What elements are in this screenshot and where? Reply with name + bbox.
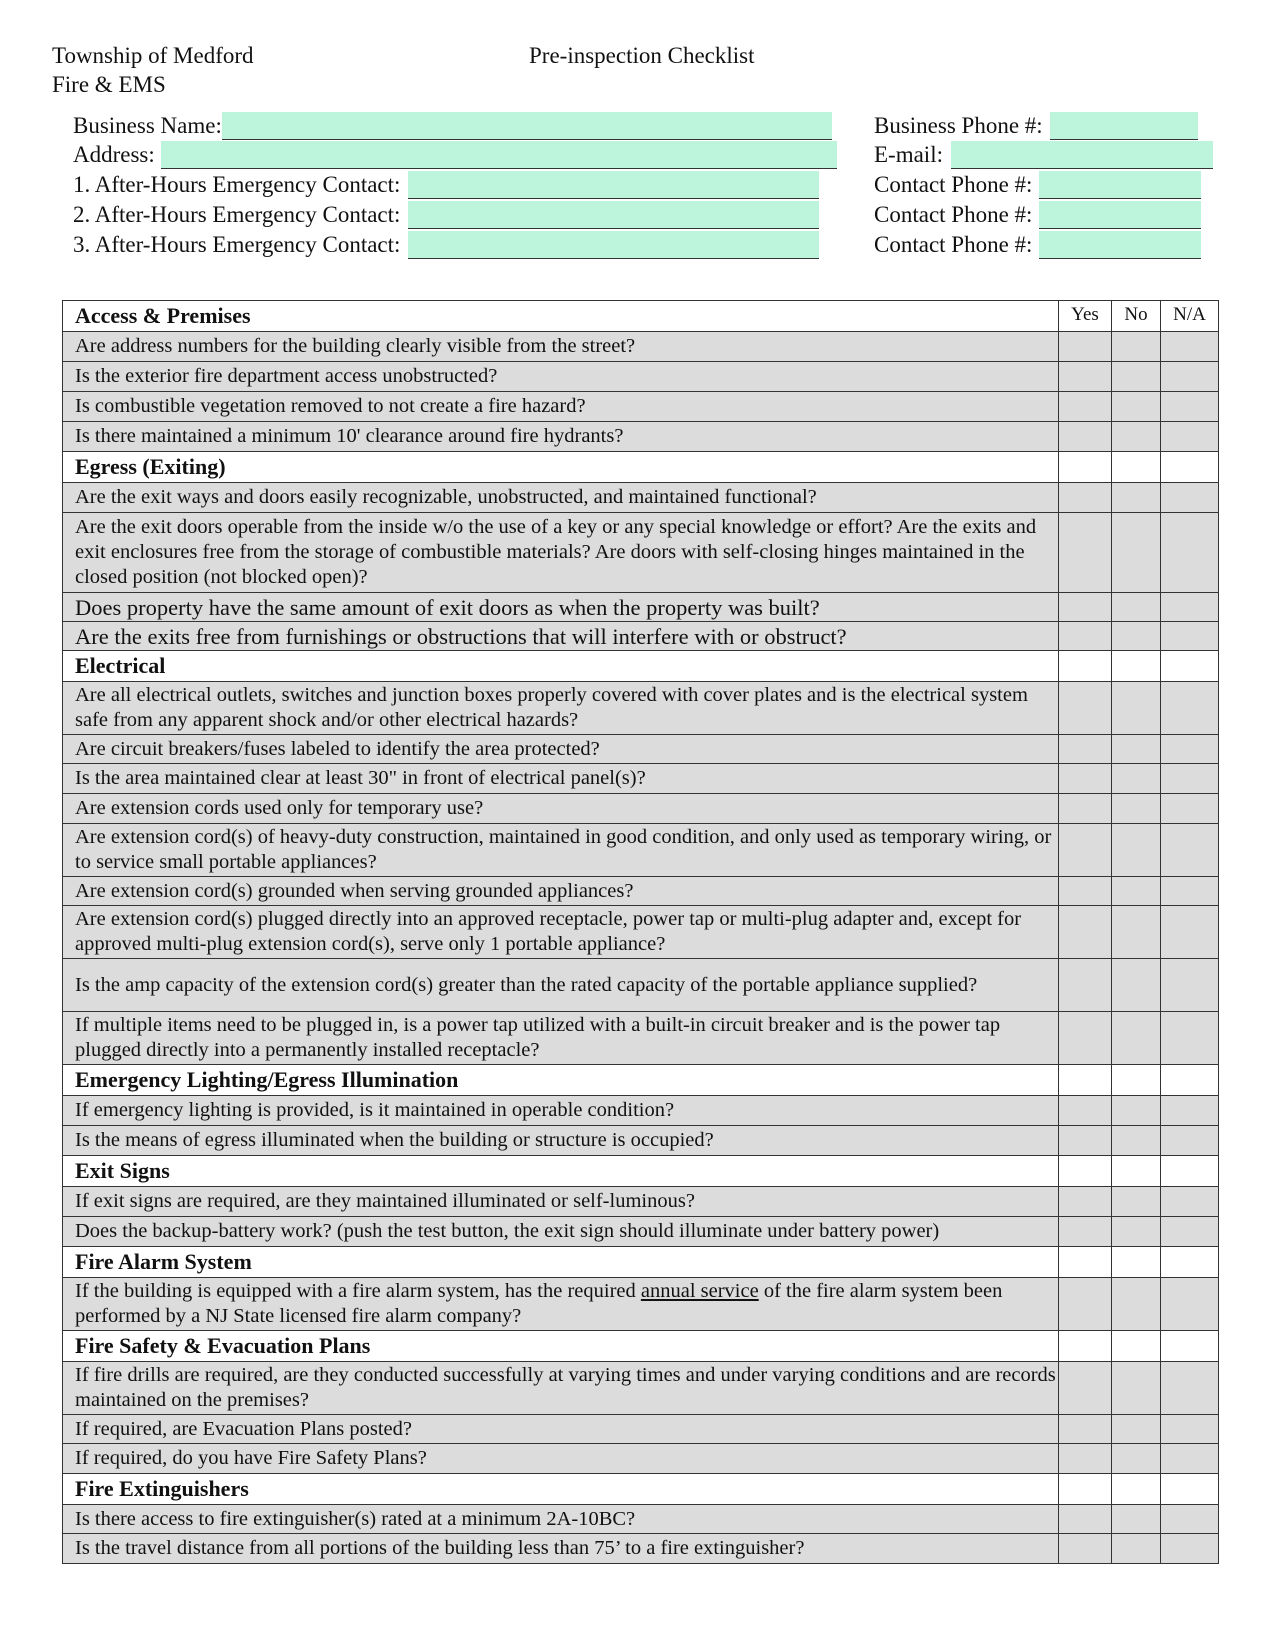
section-header-row: [63, 1247, 1219, 1278]
na-cell: [1161, 651, 1219, 682]
na-checkbox[interactable]: [1161, 392, 1219, 422]
yes-cell: [1059, 1156, 1112, 1187]
na-checkbox[interactable]: [1161, 1362, 1219, 1415]
no-checkbox[interactable]: [1112, 764, 1161, 794]
contact-2-row: [73, 199, 819, 229]
na-checkbox[interactable]: [1161, 513, 1219, 593]
no-checkbox[interactable]: [1112, 735, 1161, 764]
address-row: [73, 139, 837, 169]
contact-phone-1-row: [874, 169, 1201, 199]
checklist-body: [63, 301, 1219, 1564]
no-checkbox[interactable]: [1112, 906, 1161, 959]
contact-phone-1-field[interactable]: [1039, 171, 1201, 199]
email-label: E-mail:: [874, 142, 943, 167]
question-row: [63, 735, 1219, 764]
no-checkbox[interactable]: [1112, 794, 1161, 824]
question-text: Is the travel distance from all portions of the building less than 75’ to a fire extinguisher?: [63, 1534, 1059, 1564]
yes-checkbox[interactable]: [1059, 483, 1112, 513]
question-row: [63, 622, 1219, 651]
yes-checkbox[interactable]: [1059, 1096, 1112, 1126]
na-checkbox[interactable]: [1161, 794, 1219, 824]
contact-1-label: 1. After-Hours Emergency Contact:: [73, 172, 401, 197]
question-text: If required, do you have Fire Safety Plans?: [63, 1444, 1059, 1474]
na-checkbox[interactable]: [1161, 622, 1219, 651]
question-row: [63, 392, 1219, 422]
question-text: Is the amp capacity of the extension cord(s) greater than the rated capacity of the portable appliance supplied?: [63, 959, 1059, 1012]
question-text: Is the means of egress illuminated when the building or structure is occupied?: [63, 1126, 1059, 1156]
question-row: [63, 513, 1219, 593]
section-header-row: [63, 651, 1219, 682]
question-row: [63, 1505, 1219, 1534]
yes-checkbox[interactable]: [1059, 794, 1112, 824]
yes-checkbox[interactable]: [1059, 764, 1112, 794]
yes-checkbox[interactable]: [1059, 392, 1112, 422]
yes-cell: [1059, 1474, 1112, 1505]
na-checkbox[interactable]: [1161, 764, 1219, 794]
org-line-1: Township of Medford: [52, 43, 254, 68]
yes-checkbox[interactable]: [1059, 959, 1112, 1012]
yes-checkbox[interactable]: [1059, 362, 1112, 392]
no-cell: [1112, 1065, 1161, 1096]
na-checkbox[interactable]: [1161, 824, 1219, 877]
no-checkbox[interactable]: [1112, 332, 1161, 362]
contact-phone-3-label: Contact Phone #:: [874, 232, 1033, 257]
section-title: Fire Extinguishers: [63, 1474, 1059, 1505]
question-text: If exit signs are required, are they maintained illuminated or self-luminous?: [63, 1187, 1059, 1217]
question-row: [63, 1415, 1219, 1444]
question-row: [63, 1444, 1219, 1474]
question-text-part: of the fire alarm system been performed by a NJ State licensed fire alarm company?: [75, 1280, 1003, 1327]
no-checkbox[interactable]: [1112, 513, 1161, 593]
question-row: [63, 1278, 1219, 1331]
contact-3-field[interactable]: [408, 231, 819, 259]
question-text: Is there access to fire extinguisher(s) rated at a minimum 2A-10BC?: [63, 1505, 1059, 1534]
section-header-row: [63, 452, 1219, 483]
business-name-label: Business Name:: [73, 113, 222, 138]
no-checkbox[interactable]: [1112, 593, 1161, 622]
no-checkbox[interactable]: [1112, 682, 1161, 735]
na-checkbox[interactable]: [1161, 1444, 1219, 1474]
question-text: Does property have the same amount of exit doors as when the property was built?: [63, 593, 1059, 622]
yes-checkbox[interactable]: [1059, 1362, 1112, 1415]
yes-checkbox[interactable]: [1059, 1187, 1112, 1217]
na-checkbox[interactable]: [1161, 1096, 1219, 1126]
yes-cell: [1059, 452, 1112, 483]
na-checkbox[interactable]: [1161, 332, 1219, 362]
no-checkbox[interactable]: [1112, 422, 1161, 452]
contact-phone-3-field[interactable]: [1039, 231, 1201, 259]
section-header-row: [63, 1065, 1219, 1096]
yes-checkbox[interactable]: [1059, 906, 1112, 959]
no-checkbox[interactable]: [1112, 483, 1161, 513]
no-checkbox[interactable]: [1112, 1362, 1161, 1415]
no-cell: [1112, 1331, 1161, 1362]
section-header-row: [63, 1474, 1219, 1505]
address-field[interactable]: [161, 141, 837, 169]
na-cell: [1161, 1331, 1219, 1362]
question-text: If fire drills are required, are they conducted successfully at varying times and under varying conditions and are records maintained on the premises?: [63, 1362, 1059, 1415]
question-text: Are circuit breakers/fuses labeled to identify the area protected?: [63, 735, 1059, 764]
question-text: Are all electrical outlets, switches and junction boxes properly covered with cover plates and is the electrical system safe from any apparent shock and/or other electrical hazards?: [63, 682, 1059, 735]
column-header-na: N/A: [1161, 301, 1219, 332]
contact-1-field[interactable]: [408, 171, 819, 199]
yes-checkbox[interactable]: [1059, 1012, 1112, 1065]
section-title: Fire Safety & Evacuation Plans: [63, 1331, 1059, 1362]
no-checkbox[interactable]: [1112, 824, 1161, 877]
section-title: Exit Signs: [63, 1156, 1059, 1187]
question-row: [63, 682, 1219, 735]
question-text: If emergency lighting is provided, is it maintained in operable condition?: [63, 1096, 1059, 1126]
na-checkbox[interactable]: [1161, 483, 1219, 513]
na-checkbox[interactable]: [1161, 422, 1219, 452]
question-text: Does the backup-battery work? (push the test button, the exit sign should illuminate under battery power): [63, 1217, 1059, 1247]
inspection-checklist-table: [62, 300, 1219, 1564]
na-checkbox[interactable]: [1161, 1505, 1219, 1534]
no-checkbox[interactable]: [1112, 1415, 1161, 1444]
address-label: Address:: [73, 142, 155, 167]
yes-checkbox[interactable]: [1059, 332, 1112, 362]
contact-2-label: 2. After-Hours Emergency Contact:: [73, 202, 401, 227]
question-text: If multiple items need to be plugged in, is a power tap utilized with a built-in circuit breaker and is the power tap plugged directly into a permanently installed receptacle?: [63, 1012, 1059, 1065]
no-checkbox[interactable]: [1112, 1278, 1161, 1331]
na-checkbox[interactable]: [1161, 735, 1219, 764]
no-checkbox[interactable]: [1112, 1444, 1161, 1474]
question-text: If required, are Evacuation Plans posted?: [63, 1415, 1059, 1444]
question-row: [63, 764, 1219, 794]
na-checkbox[interactable]: [1161, 682, 1219, 735]
question-row: [63, 1217, 1219, 1247]
question-row: [63, 422, 1219, 452]
question-text: Is the area maintained clear at least 30" in front of electrical panel(s)?: [63, 764, 1059, 794]
yes-checkbox[interactable]: [1059, 877, 1112, 906]
na-checkbox[interactable]: [1161, 1187, 1219, 1217]
yes-checkbox[interactable]: [1059, 682, 1112, 735]
no-cell: [1112, 1247, 1161, 1278]
no-checkbox[interactable]: [1112, 362, 1161, 392]
no-checkbox[interactable]: [1112, 959, 1161, 1012]
yes-checkbox[interactable]: [1059, 1444, 1112, 1474]
no-cell: [1112, 651, 1161, 682]
yes-checkbox[interactable]: [1059, 1505, 1112, 1534]
question-text: Are extension cord(s) grounded when serving grounded appliances?: [63, 877, 1059, 906]
na-checkbox[interactable]: [1161, 593, 1219, 622]
business-phone-label: Business Phone #:: [874, 113, 1043, 138]
question-row: [63, 959, 1219, 1012]
yes-checkbox[interactable]: [1059, 1415, 1112, 1444]
na-checkbox[interactable]: [1161, 959, 1219, 1012]
annual-service-emphasis: annual service: [640, 1280, 759, 1302]
no-checkbox[interactable]: [1112, 1187, 1161, 1217]
no-checkbox[interactable]: [1112, 1012, 1161, 1065]
contact-phone-2-field[interactable]: [1039, 201, 1201, 229]
no-cell: [1112, 452, 1161, 483]
no-checkbox[interactable]: [1112, 1534, 1161, 1564]
na-checkbox[interactable]: [1161, 1126, 1219, 1156]
question-text: Is the exterior fire department access unobstructed?: [63, 362, 1059, 392]
contact-3-label: 3. After-Hours Emergency Contact:: [73, 232, 401, 257]
yes-checkbox[interactable]: [1059, 735, 1112, 764]
yes-cell: [1059, 1065, 1112, 1096]
na-cell: [1161, 1156, 1219, 1187]
question-text: [63, 1278, 1059, 1331]
yes-checkbox[interactable]: [1059, 1278, 1112, 1331]
question-text: Are extension cord(s) of heavy-duty construction, maintained in good condition, and only used as temporary wiring, or to service small portable appliances?: [63, 824, 1059, 877]
question-row: [63, 877, 1219, 906]
no-checkbox[interactable]: [1112, 877, 1161, 906]
contact-2-field[interactable]: [408, 201, 819, 229]
question-text-part: If the building is equipped with a fire alarm system, has the required: [75, 1280, 641, 1302]
question-row: [63, 1012, 1219, 1065]
na-checkbox[interactable]: [1161, 1012, 1219, 1065]
question-text: Are the exit doors operable from the inside w/o the use of a key or any special knowledge or effort? Are the exits and exit enclosures free from the storage of combustible materials? Are doors with self-closing hinges maintained in the closed position (not blocked open)?: [63, 513, 1059, 593]
question-row: [63, 1362, 1219, 1415]
yes-checkbox[interactable]: [1059, 1217, 1112, 1247]
contact-phone-2-row: [874, 199, 1201, 229]
yes-checkbox[interactable]: [1059, 824, 1112, 877]
section-title: Electrical: [63, 651, 1059, 682]
question-text: Are the exits free from furnishings or obstructions that will interfere with or obstruct?: [63, 622, 1059, 651]
question-row: [63, 332, 1219, 362]
question-row: [63, 1187, 1219, 1217]
no-checkbox[interactable]: [1112, 1217, 1161, 1247]
question-row: [63, 794, 1219, 824]
column-header-yes: Yes: [1059, 301, 1112, 332]
contact-phone-3-row: [874, 229, 1201, 259]
yes-cell: [1059, 1331, 1112, 1362]
question-row: [63, 1126, 1219, 1156]
section-header-row: [63, 301, 1219, 332]
question-row: [63, 824, 1219, 877]
question-row: [63, 362, 1219, 392]
question-text: Are extension cord(s) plugged directly into an approved receptacle, power tap or multi-plug adapter and, except for approved multi-plug extension cord(s), serve only 1 portable appliance?: [63, 906, 1059, 959]
contact-phone-1-label: Contact Phone #:: [874, 172, 1033, 197]
no-checkbox[interactable]: [1112, 1505, 1161, 1534]
contact-3-row: [73, 229, 819, 259]
org-line-2: Fire & EMS: [52, 72, 166, 97]
yes-checkbox[interactable]: [1059, 622, 1112, 651]
no-checkbox[interactable]: [1112, 1096, 1161, 1126]
business-name-row: [73, 110, 832, 140]
column-header-no: No: [1112, 301, 1161, 332]
yes-checkbox[interactable]: [1059, 422, 1112, 452]
question-row: [63, 1534, 1219, 1564]
business-phone-row: [874, 110, 1198, 140]
section-title: Fire Alarm System: [63, 1247, 1059, 1278]
na-cell: [1161, 452, 1219, 483]
question-row: [63, 906, 1219, 959]
na-checkbox[interactable]: [1161, 1217, 1219, 1247]
question-text: Are extension cords used only for temporary use?: [63, 794, 1059, 824]
section-title: Emergency Lighting/Egress Illumination: [63, 1065, 1059, 1096]
na-checkbox[interactable]: [1161, 877, 1219, 906]
na-cell: [1161, 1247, 1219, 1278]
yes-checkbox[interactable]: [1059, 513, 1112, 593]
question-row: [63, 483, 1219, 513]
question-text: Are address numbers for the building clearly visible from the street?: [63, 332, 1059, 362]
no-checkbox[interactable]: [1112, 392, 1161, 422]
question-text: Are the exit ways and doors easily recognizable, unobstructed, and maintained functional?: [63, 483, 1059, 513]
no-checkbox[interactable]: [1112, 622, 1161, 651]
question-row: [63, 593, 1219, 622]
question-row: [63, 1096, 1219, 1126]
section-title: Egress (Exiting): [63, 452, 1059, 483]
no-checkbox[interactable]: [1112, 1126, 1161, 1156]
business-name-field[interactable]: [222, 112, 832, 140]
na-cell: [1161, 1474, 1219, 1505]
question-text: Is combustible vegetation removed to not create a fire hazard?: [63, 392, 1059, 422]
contact-1-row: [73, 169, 819, 199]
contact-phone-2-label: Contact Phone #:: [874, 202, 1033, 227]
no-cell: [1112, 1474, 1161, 1505]
na-checkbox[interactable]: [1161, 362, 1219, 392]
na-cell: [1161, 1065, 1219, 1096]
yes-checkbox[interactable]: [1059, 1126, 1112, 1156]
organization-name: [52, 41, 254, 99]
na-checkbox[interactable]: [1161, 1415, 1219, 1444]
document-title: Pre-inspection Checklist: [529, 43, 755, 68]
business-phone-field[interactable]: [1050, 112, 1198, 140]
section-title: Access & Premises: [63, 301, 1059, 332]
na-checkbox[interactable]: [1161, 1534, 1219, 1564]
yes-cell: [1059, 651, 1112, 682]
section-header-row: [63, 1156, 1219, 1187]
na-checkbox[interactable]: [1161, 906, 1219, 959]
yes-checkbox[interactable]: [1059, 1534, 1112, 1564]
na-checkbox[interactable]: [1161, 1278, 1219, 1331]
yes-checkbox[interactable]: [1059, 593, 1112, 622]
no-cell: [1112, 1156, 1161, 1187]
question-text: Is there maintained a minimum 10' clearance around fire hydrants?: [63, 422, 1059, 452]
yes-cell: [1059, 1247, 1112, 1278]
section-header-row: [63, 1331, 1219, 1362]
email-field[interactable]: [951, 141, 1213, 169]
email-row: [874, 139, 1213, 169]
